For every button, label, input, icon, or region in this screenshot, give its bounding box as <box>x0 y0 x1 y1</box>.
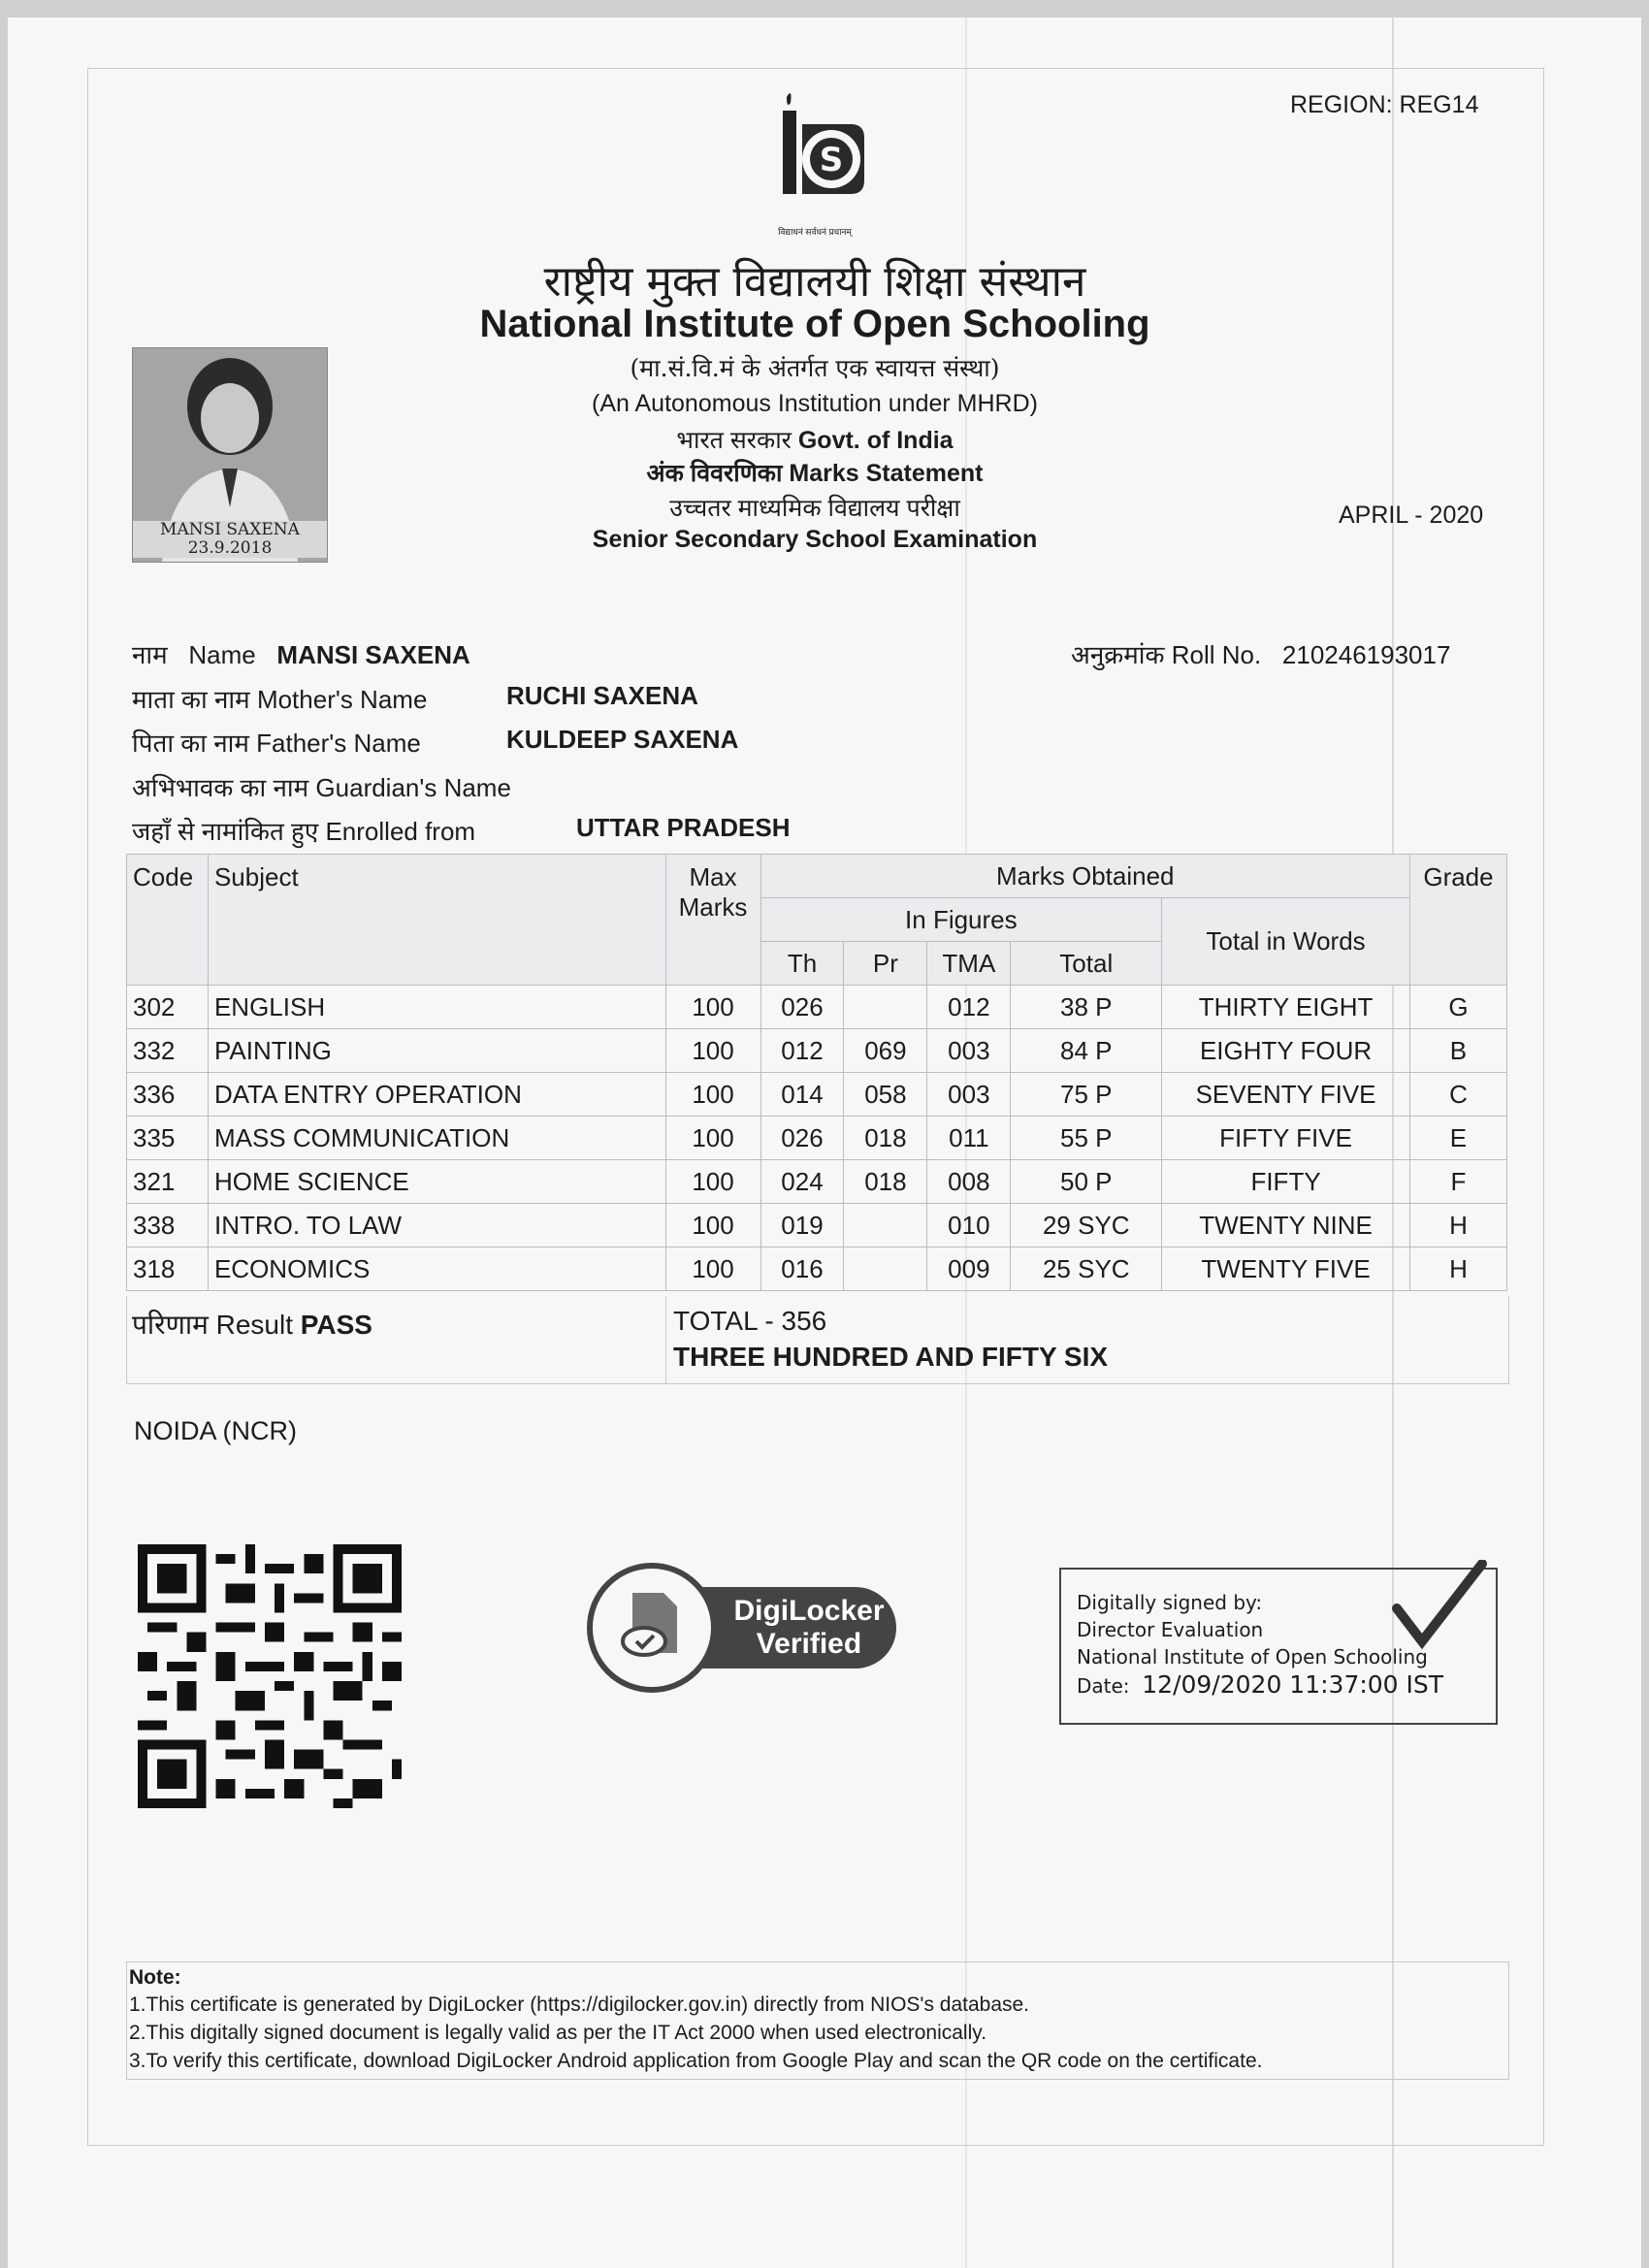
study-centre: NOIDA (NCR) <box>134 1416 297 1445</box>
guardian-label-hindi: अभिभावक का नाम <box>132 773 309 802</box>
cell-practical <box>844 1204 927 1247</box>
cell-code: 336 <box>127 1073 209 1117</box>
subtitle: (An Autonomous Institution under MHRD) <box>592 390 1038 417</box>
guardian-name-row <box>132 769 511 804</box>
exam-hindi: उच्चतर माध्यमिक विद्यालय परीक्षा <box>669 495 960 522</box>
cell-max-marks: 100 <box>665 1117 760 1160</box>
subtitle-hindi: (मा.सं.वि.मं के अंतर्गत एक स्वायत्त संस्था) <box>630 354 1000 382</box>
cell-code: 321 <box>127 1160 209 1204</box>
marks-rows <box>127 986 1507 1291</box>
cell-practical <box>844 1247 927 1291</box>
cell-subject: INTRO. TO LAW <box>208 1204 665 1247</box>
result-box <box>126 1296 666 1384</box>
result-label: Result <box>215 1310 294 1340</box>
name-label: Name <box>188 640 256 669</box>
cell-grade: G <box>1409 986 1506 1029</box>
note-box <box>126 1961 1509 2080</box>
nios-logo-icon <box>761 89 868 241</box>
header-in-figures: In Figures <box>760 898 1162 942</box>
cell-total-in-words: TWENTY FIVE <box>1162 1247 1410 1291</box>
checkmark-icon <box>1391 1560 1488 1657</box>
digilocker-verified-badge <box>586 1560 906 1696</box>
statement-english: Marks Statement <box>789 460 984 487</box>
digilocker-line2: Verified <box>756 1628 862 1660</box>
institute-title: National Institute of Open Schooling <box>479 303 1150 345</box>
statement-hindi: अंक विवरणिका <box>646 460 783 487</box>
region-code: REGION: REG14 <box>1290 91 1479 118</box>
exam-english: Senior Secondary School Examination <box>592 526 1038 553</box>
cell-subject: ENGLISH <box>208 986 665 1029</box>
cell-theory: 026 <box>760 986 844 1029</box>
note-item: 1.This certificate is generated by DigiLocker (https://digilocker.gov.in) directly from NIOS's database. <box>129 1993 1030 2016</box>
roll-label: Roll No. <box>1171 640 1262 669</box>
cell-grade: F <box>1409 1160 1506 1204</box>
enrolled-state: UTTAR PRADESH <box>576 813 791 842</box>
exam-session: APRIL - 2020 <box>1339 502 1484 529</box>
cell-practical: 018 <box>844 1160 927 1204</box>
cell-subject: ECONOMICS <box>208 1247 665 1291</box>
mother-label: Mother's Name <box>256 685 428 714</box>
cell-practical: 069 <box>844 1029 927 1073</box>
cell-max-marks: 100 <box>665 1160 760 1204</box>
total-box <box>665 1296 1509 1384</box>
table-row <box>127 1204 1507 1247</box>
cell-code: 332 <box>127 1029 209 1073</box>
cell-max-marks: 100 <box>665 1247 760 1291</box>
grand-total: TOTAL - 356 <box>673 1306 827 1336</box>
cell-tma: 010 <box>927 1204 1011 1247</box>
enrolled-label: Enrolled from <box>325 817 476 846</box>
cell-total: 25 SYC <box>1011 1247 1162 1291</box>
cell-grade: H <box>1409 1204 1506 1247</box>
cell-tma: 012 <box>927 986 1011 1029</box>
cell-code: 335 <box>127 1117 209 1160</box>
cell-subject: HOME SCIENCE <box>208 1160 665 1204</box>
cell-tma: 011 <box>927 1117 1011 1160</box>
cell-max-marks: 100 <box>665 1204 760 1247</box>
digilocker-label <box>731 1595 887 1661</box>
header-subject: Subject <box>208 855 665 986</box>
cell-tma: 003 <box>927 1073 1011 1117</box>
cell-total-in-words: FIFTY FIVE <box>1162 1117 1410 1160</box>
govt-hindi: भारत सरकार <box>676 427 792 454</box>
cell-code: 338 <box>127 1204 209 1247</box>
result-value: PASS <box>300 1310 372 1340</box>
enrolled-label-hindi: जहाँ से नामांकित हुए <box>132 817 319 846</box>
note-title: Note: <box>129 1966 181 1989</box>
cell-tma: 009 <box>927 1247 1011 1291</box>
cell-tma: 003 <box>927 1029 1011 1073</box>
qr-code-icon[interactable] <box>138 1544 402 1808</box>
govt-english: Govt. of India <box>797 427 954 454</box>
logo-motto: विद्याधनं सर्वधनं प्रधानम् <box>778 227 852 237</box>
photo-caption <box>133 521 327 558</box>
date-label: Date: <box>1077 1674 1130 1698</box>
cell-total-in-words: EIGHTY FOUR <box>1162 1029 1410 1073</box>
cell-code: 318 <box>127 1247 209 1291</box>
roll-label-hindi: अनुक्रमांक <box>1071 640 1165 669</box>
cell-theory: 014 <box>760 1073 844 1117</box>
cell-total-in-words: THIRTY EIGHT <box>1162 986 1410 1029</box>
cell-grade: B <box>1409 1029 1506 1073</box>
header-max-marks: Max Marks <box>665 855 760 986</box>
roll-number-row <box>1071 636 1450 671</box>
digital-signature-box <box>1059 1568 1498 1725</box>
result-label-hindi: परिणाम <box>132 1310 209 1340</box>
note-item: 2.This digitally signed document is legally valid as per the IT Act 2000 when used electronically. <box>129 2022 987 2044</box>
cell-total-in-words: TWENTY NINE <box>1162 1204 1410 1247</box>
father-name-row <box>132 725 421 760</box>
cell-total: 55 P <box>1011 1117 1162 1160</box>
note-item: 3.To verify this certificate, download DigiLocker Android application from Google Play and scan the QR code on the certificate. <box>129 2050 1263 2072</box>
cell-total: 50 P <box>1011 1160 1162 1204</box>
father-label: Father's Name <box>256 729 421 758</box>
svg-text:S: S <box>819 141 844 179</box>
table-row <box>127 1160 1507 1204</box>
cell-max-marks: 100 <box>665 986 760 1029</box>
govt-line <box>378 423 1251 456</box>
grand-total-words: THREE HUNDRED AND FIFTY SIX <box>673 1342 1109 1372</box>
cell-practical <box>844 986 927 1029</box>
header-code: Code <box>127 855 209 986</box>
photo-caption-date: 23.9.2018 <box>187 538 273 558</box>
cell-total: 29 SYC <box>1011 1204 1162 1247</box>
header-marks-obtained: Marks Obtained <box>760 855 1409 898</box>
cell-theory: 026 <box>760 1117 844 1160</box>
cell-subject: PAINTING <box>208 1029 665 1073</box>
cell-practical: 058 <box>844 1073 927 1117</box>
cell-theory: 024 <box>760 1160 844 1204</box>
signer-title: Director Evaluation <box>1077 1618 1264 1641</box>
cell-subject: MASS COMMUNICATION <box>208 1117 665 1160</box>
name-label-hindi: नाम <box>132 640 168 669</box>
header-grade: Grade <box>1409 855 1506 986</box>
institute-title-hindi: राष्ट्रीय मुक्त विद्यालयी शिक्षा संस्थान <box>543 257 1086 307</box>
mother-label-hindi: माता का नाम <box>132 685 250 714</box>
digilocker-line1: DigiLocker <box>733 1595 885 1627</box>
cell-total: 84 P <box>1011 1029 1162 1073</box>
cell-grade: C <box>1409 1073 1506 1117</box>
cell-theory: 019 <box>760 1204 844 1247</box>
cell-max-marks: 100 <box>665 1029 760 1073</box>
signer-org: National Institute of Open Schooling <box>1077 1645 1428 1669</box>
student-name: MANSI SAXENA <box>276 640 470 669</box>
header-total: Total <box>1011 942 1162 986</box>
cell-total: 75 P <box>1011 1073 1162 1117</box>
father-label-hindi: पिता का नाम <box>132 729 249 758</box>
header-tma: TMA <box>927 942 1011 986</box>
photo-caption-name: MANSI SAXENA <box>160 520 300 539</box>
cell-subject: DATA ENTRY OPERATION <box>208 1073 665 1117</box>
marks-table <box>126 854 1507 1291</box>
header-theory: Th <box>760 942 844 986</box>
statement-line <box>378 456 1251 489</box>
table-row <box>127 1029 1507 1073</box>
guardian-label: Guardian's Name <box>315 773 511 802</box>
table-row <box>127 1073 1507 1117</box>
cell-grade: H <box>1409 1247 1506 1291</box>
cell-practical: 018 <box>844 1117 927 1160</box>
signature-date: 12/09/2020 11:37:00 IST <box>1142 1670 1444 1699</box>
father-name: KULDEEP SAXENA <box>506 725 739 754</box>
cell-tma: 008 <box>927 1160 1011 1204</box>
enrolled-row <box>132 813 475 848</box>
student-photo <box>132 347 328 563</box>
roll-number: 210246193017 <box>1281 640 1451 669</box>
table-row <box>127 986 1507 1029</box>
cell-total: 38 P <box>1011 986 1162 1029</box>
cell-code: 302 <box>127 986 209 1029</box>
table-row <box>127 1117 1507 1160</box>
signed-by-label: Digitally signed by: <box>1077 1591 1263 1614</box>
cell-total-in-words: FIFTY <box>1162 1160 1410 1204</box>
cell-grade: E <box>1409 1117 1506 1160</box>
signature-date-row <box>1077 1670 1443 1699</box>
cell-max-marks: 100 <box>665 1073 760 1117</box>
student-name-row <box>132 636 470 671</box>
mother-name: RUCHI SAXENA <box>506 681 698 710</box>
header-total-in-words: Total in Words <box>1162 898 1410 986</box>
cell-theory: 012 <box>760 1029 844 1073</box>
header-practical: Pr <box>844 942 927 986</box>
mother-name-row <box>132 681 427 716</box>
cell-theory: 016 <box>760 1247 844 1291</box>
table-row <box>127 1247 1507 1291</box>
cell-total-in-words: SEVENTY FIVE <box>1162 1073 1410 1117</box>
